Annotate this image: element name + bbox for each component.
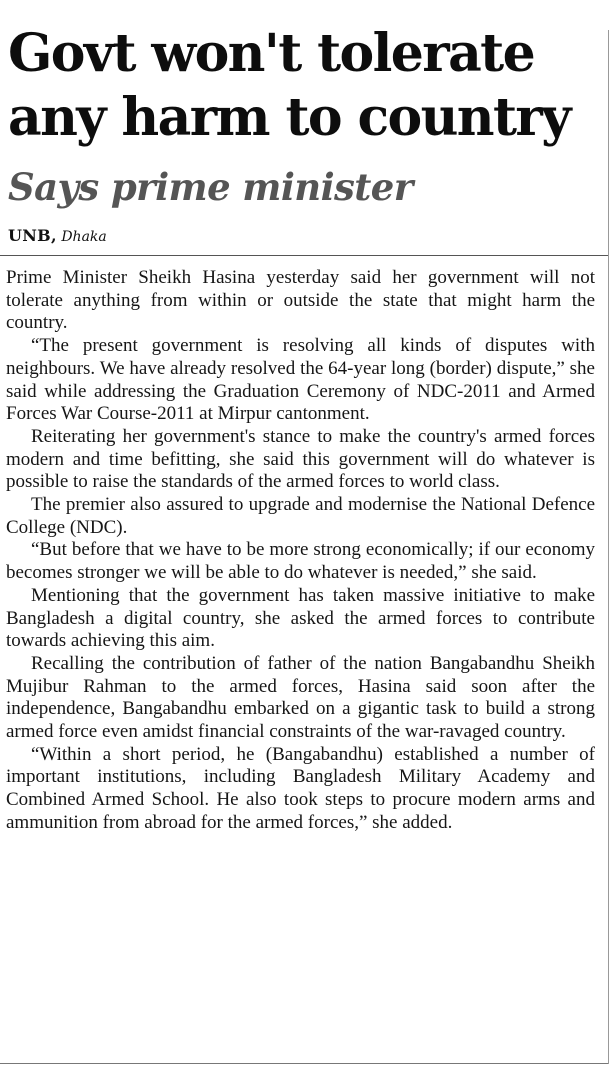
bottom-divider: [0, 1063, 608, 1064]
paragraph-2: “The present government is resolving all kinds of disputes with neighbours. We have already resolved the 64-year long (border) dispute,” she said while addressing the Graduation Ceremony of NDC-2011 and Armed Forces War Course-2011 at Mirpur cantonment.: [6, 335, 595, 425]
paragraph-6: Mentioning that the government has taken massive initiative to make Bangladesh a digital country, she asked the armed forces to contribute towards achieving this aim.: [6, 584, 595, 652]
paragraph-3: Reiterating her government's stance to make the country's armed forces modern and time befitting, she said this government will do whatever is possible to raise the standards of the armed forces to world class.: [6, 425, 595, 493]
paragraph-8: “Within a short period, he (Bangabandhu) established a number of important institutions, including Bangladesh Military Academy and Combined Armed School. He also took steps to procure modern arms and ammunition from abroad for the armed forces,” she added.: [6, 743, 595, 833]
column-edge-line: [608, 30, 609, 1064]
paragraph-5: “But before that we have to be more strong economically; if our economy becomes stronger we will be able to do whatever is needed,” she said.: [6, 539, 595, 584]
article-body: [6, 267, 595, 835]
subheadline: Says prime minister: [8, 165, 413, 209]
headline: Govt won't tolerate any harm to country: [8, 23, 570, 148]
paragraph-1: Prime Minister Sheikh Hasina yesterday said her government will not tolerate anything from within or outside the state that might harm the country.: [6, 267, 595, 334]
byline-place: Dhaka: [61, 229, 107, 245]
top-divider: [0, 255, 608, 256]
byline: [8, 226, 107, 247]
paragraph-4: The premier also assured to upgrade and modernise the National Defence College (NDC).: [6, 494, 595, 538]
paragraph-7: Recalling the contribution of father of the nation Bangabandhu Sheikh Mujibur Rahman to the armed forces, Hasina said soon after the independence, Bangabandhu embarked on a gigantic task to build a strong armed force even amidst financial constraints of the war-ravaged country.: [6, 652, 595, 743]
byline-agency: UNB,: [8, 226, 57, 245]
